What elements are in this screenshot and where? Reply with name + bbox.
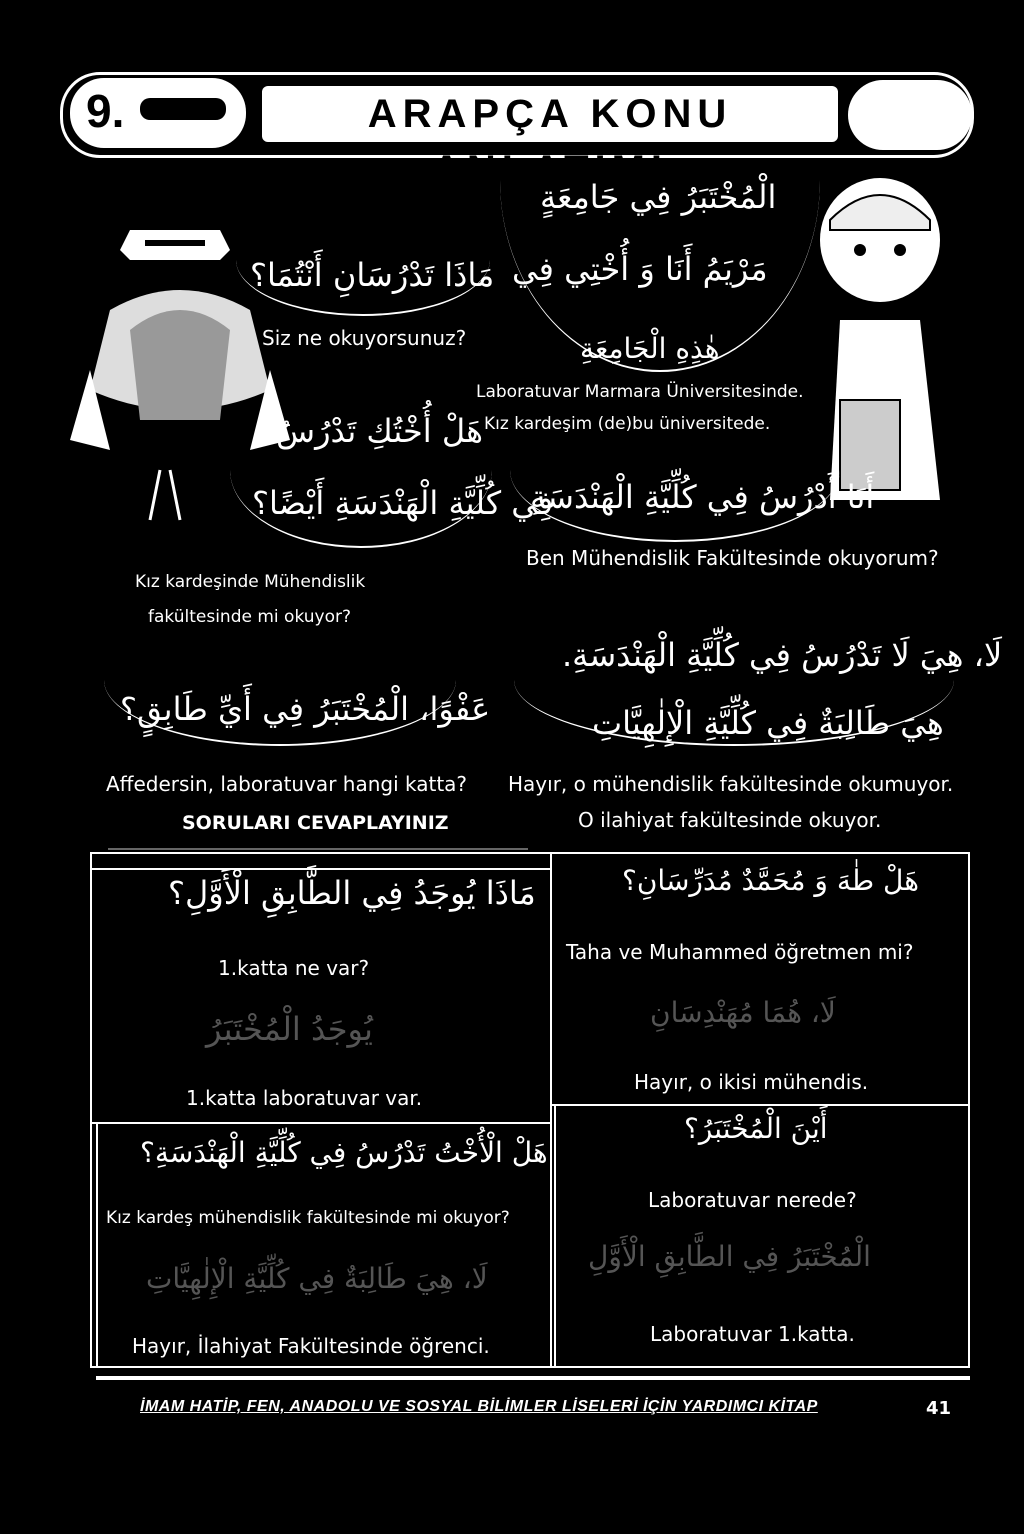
a4-arabic: الْمُخْتَبَرُ فِي الطَّابِقِ الْأَوَّلِ <box>588 1240 871 1273</box>
q3-arabic: هَلْ طٰهَ وَ مُحَمَّدٌ مُدَرِّسَانِ؟ <box>622 864 919 897</box>
sister-study-arabic: هَلْ أُخْتُكِ تَدْرُسُ <box>276 412 483 450</box>
a2-arabic: لَا، هِيَ طَالِبَةٌ فِي كُلِّيَّةِ الْإِلٰهِيَّاتِ <box>146 1262 488 1295</box>
q1-turkish: 1.katta ne var? <box>218 956 370 980</box>
a1-arabic: يُوجَدُ الْمُخْتَبَرُ <box>206 1010 373 1048</box>
bubble-zeyneb-arabic: مَرْيَمُ أَنَا وَ أُخْتِي فِي <box>512 250 768 288</box>
in-faculty-arabic: فِي كُلِّيَّةِ الْهَنْدَسَةِ أَيْضًا؟ <box>252 484 554 522</box>
q2-arabic: هَلْ الْأُخْتُ تَدْرُسُ فِي كُلِّيَّةِ الْهَنْدَسَةِ؟ <box>140 1136 548 1169</box>
excuse-arabic: عَفْوًا، الْمُخْتَبَرُ فِي أَيِّ طَابِقٍ؟ <box>120 690 491 728</box>
excuse-turkish: Affedersin, laboratuvar hangi katta? <box>106 772 468 796</box>
q3-turkish: Taha ve Muhammed öğretmen mi? <box>566 940 914 964</box>
bubble-university-arabic: هٰذِهِ الْجَامِعَةِ <box>580 332 720 365</box>
page-number: 41 <box>926 1398 952 1419</box>
sister-question-turkish-1: Kız kardeşinde Mühendislik <box>135 572 366 592</box>
heading-rule <box>108 848 528 850</box>
q2-turkish: Kız kardeş mühendislik fakültesinde mi okuyor? <box>106 1208 510 1228</box>
a2-turkish: Hayır, İlahiyat Fakültesinde öğrenci. <box>132 1334 490 1358</box>
banner-oval <box>848 80 972 150</box>
what-read-turkish: Siz ne okuyorsunuz? <box>262 326 467 350</box>
i-study-arabic: أَنَا أَدْرُسُ فِي كُلِّيَّةِ الْهَنْدَسَةِ <box>530 478 875 516</box>
exercise-heading: SORULARI CEVAPLAYINIZ <box>182 812 449 834</box>
no-turkish-2: O ilahiyat fakültesinde okuyor. <box>578 808 882 832</box>
sister-location-turkish: Kız kardeşim (de)bu üniversitede. <box>484 414 771 434</box>
q4-turkish: Laboratuvar nerede? <box>648 1188 857 1212</box>
footer-rule <box>96 1376 970 1380</box>
boy-illustration <box>800 170 970 510</box>
what-read-arabic: مَاذَا تَدْرُسَانِ أَنْتُمَا؟ <box>250 256 495 294</box>
banner-title: ARAPÇA KONU ANLATIMI <box>262 86 838 142</box>
a3-arabic: لَا، هُمَا مُهَنْدِسَانِ <box>650 996 836 1029</box>
unit-badge-decoration <box>140 98 226 120</box>
unit-number: 9. <box>86 85 125 137</box>
q4-arabic: أَيْنَ الْمُخْتَبَرُ؟ <box>684 1112 828 1145</box>
no-she-arabic: لَا، هِيَ لَا تَدْرُسُ فِي كُلِّيَّةِ الْهَنْدَسَةِ. <box>562 636 1003 674</box>
a4-turkish: Laboratuvar 1.katta. <box>650 1322 855 1346</box>
lab-location-turkish: Laboratuvar Marmara Üniversitesinde. <box>476 382 804 402</box>
no-turkish-1: Hayır, o mühendislik fakültesinde okumuyor. <box>508 772 954 796</box>
a3-turkish: Hayır, o ikisi mühendis. <box>634 1070 869 1094</box>
student-arabic: هِيَ طَالِبَةٌ فِي كُلِّيَّةِ الْإِلٰهِيَّاتِ <box>592 704 944 742</box>
bubble-lab-title-arabic: الْمُخْتَبَرُ فِي جَامِعَةٍ <box>540 178 777 216</box>
sister-question-turkish-2: fakültesinde mi okuyor? <box>148 607 352 627</box>
a1-turkish: 1.katta laboratuvar var. <box>186 1086 423 1110</box>
footer-text: İMAM HATİP, FEN, ANADOLU VE SOSYAL BİLİMLER LİSELERİ İÇİN YARDIMCI KİTAP <box>140 1398 818 1415</box>
i-study-turkish: Ben Mühendislik Fakültesinde okuyorum? <box>526 546 939 570</box>
q1-arabic: مَاذَا يُوجَدُ فِي الطَّابِقِ الْأَوَّلِ؟ <box>168 874 536 912</box>
